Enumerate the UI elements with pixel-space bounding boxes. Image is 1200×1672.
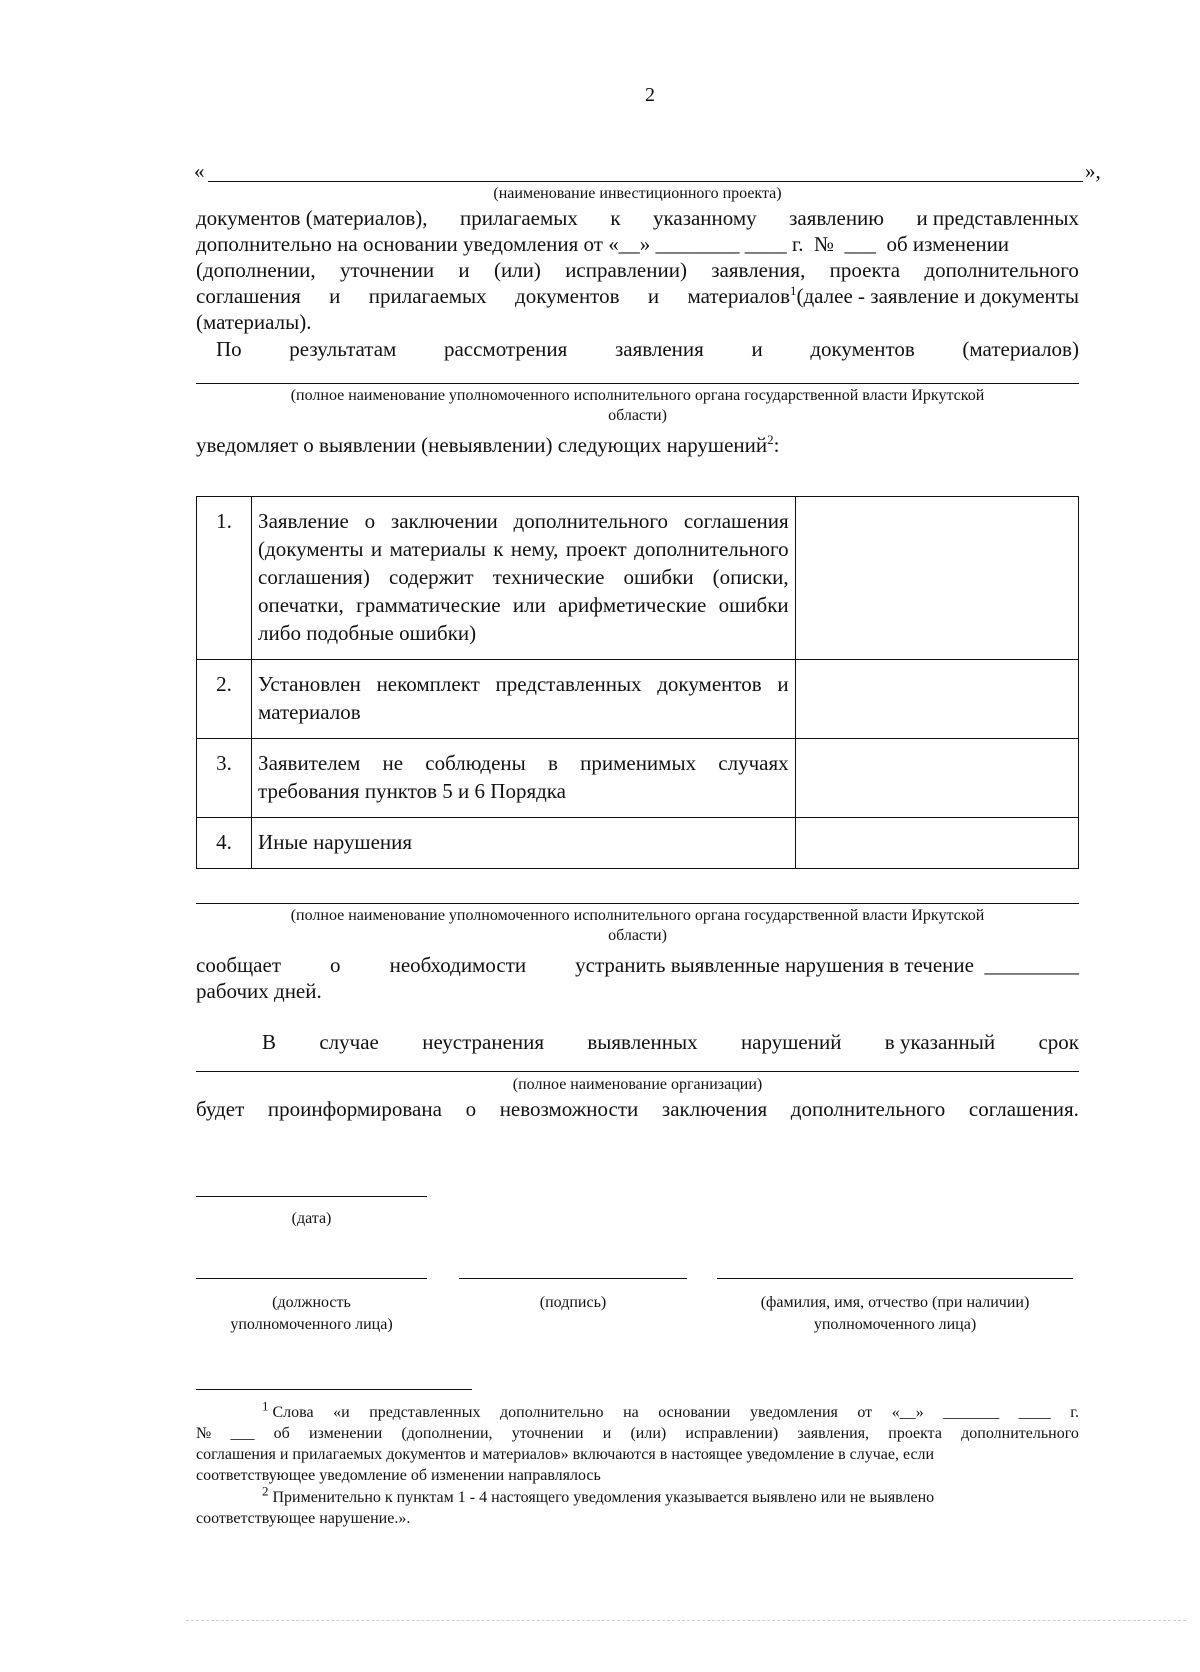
notifies-text: уведомляет о выявлении (невыявлении) следующих нарушений (196, 433, 768, 457)
authority-caption-2-line2: области) (608, 927, 667, 944)
word: в указанный (884, 1030, 996, 1054)
word: _______ (943, 1404, 1000, 1421)
row-number: 1. (197, 497, 252, 660)
word: устранить выявленные нарушения в течение _________ (575, 953, 1079, 977)
word: дополнительного (790, 1097, 946, 1121)
word: о (330, 953, 341, 977)
row-result-cell[interactable] (795, 660, 1078, 739)
date-underline (196, 1196, 427, 1197)
word-with-footnote (687, 283, 1079, 309)
word: соглашения (196, 284, 301, 308)
word: и (647, 284, 660, 308)
project-name-underline (208, 181, 1083, 182)
word: «__» (891, 1404, 924, 1421)
violations-table (196, 496, 1079, 869)
word: (или) (493, 258, 541, 282)
word: заявления, (797, 1425, 870, 1442)
fio-caption-line1: (фамилия, имя, отчество (при наличии) (760, 1294, 1030, 1311)
word: заключения (661, 1097, 768, 1121)
word: рассмотрения (443, 337, 568, 361)
table-row (197, 497, 1079, 660)
word: документов (материалов), (196, 206, 428, 230)
organization-underline (196, 1071, 1079, 1072)
notifies-line (196, 432, 779, 458)
authority-caption-1-line2: области) (608, 407, 667, 424)
word: исправлении) (685, 1425, 779, 1442)
word: По (216, 337, 242, 361)
word: невозможности (499, 1097, 639, 1121)
footnote2-text: Применительно к пунктам 1 - 4 настоящего уведомления указывается выявлено или не выявлено (272, 1489, 935, 1506)
word: срок (1038, 1030, 1079, 1054)
table-row (197, 818, 1079, 869)
case-line (262, 1029, 1079, 1055)
project-name-caption: (наименование инвестиционного проекта) (493, 185, 782, 202)
word: на (623, 1404, 639, 1421)
fio-caption-line2: уполномоченного лица) (813, 1316, 977, 1333)
word: заявления, (711, 258, 806, 282)
word: № (196, 1425, 212, 1442)
project-open-quote: « (194, 159, 205, 183)
reports-line (196, 952, 1079, 978)
footnote-mark-2: 2 (262, 1483, 269, 1499)
word: и (458, 258, 470, 282)
organization-caption: (полное наименование организации) (512, 1076, 763, 1093)
word: выявленных (587, 1030, 698, 1054)
word: (дополнении, (196, 258, 316, 282)
notifies-colon: : (773, 433, 780, 457)
informed-line (196, 1096, 1079, 1122)
word: (далее - заявление и документы (796, 284, 1079, 308)
word: ____ (1018, 1404, 1051, 1421)
word: о (465, 1097, 477, 1121)
page-number: 2 (645, 84, 655, 106)
word: и (751, 337, 763, 361)
footnote1-start (262, 1398, 314, 1423)
footnote2-line1 (262, 1483, 935, 1508)
word: дополнительно (500, 1404, 604, 1421)
footnote-mark-1: 1 (262, 1398, 269, 1414)
word: прилагаемых (368, 284, 487, 308)
word: Слова (272, 1404, 314, 1421)
authority-caption-2-line1: (полное наименование уполномоченного исполнительного органа государственной власти Иркутской (290, 907, 985, 924)
paragraph1-line5: (материалы). (196, 310, 312, 334)
table-row (197, 739, 1079, 818)
word: и (602, 1425, 612, 1442)
signature-underline (459, 1278, 687, 1279)
page-bottom-edge (186, 1620, 1186, 1621)
project-close-quote: », (1085, 159, 1101, 183)
row-number: 2. (197, 660, 252, 739)
footnote-ref-2: 2 (767, 432, 774, 447)
word: неустранения (422, 1030, 545, 1054)
table-row (197, 660, 1079, 739)
word: представленных (369, 1404, 481, 1421)
word: к (610, 206, 621, 230)
word: заявления (614, 337, 704, 361)
footnote1-line2 (196, 1423, 1079, 1444)
paragraph1-line2: дополнительно на основании уведомления от «__» ________ ____ г. № ___ об изменении (196, 232, 1010, 256)
fio-underline (717, 1278, 1073, 1279)
signature-caption: (подпись) (539, 1294, 607, 1311)
word: В (262, 1030, 277, 1054)
row-description: Заявителем не соблюдены в применимых случаях требования пунктов 5 и 6 Порядка (252, 739, 796, 818)
work-days: рабочих дней. (196, 979, 322, 1003)
word: документов (810, 337, 915, 361)
word: ___ (230, 1425, 255, 1442)
footnote1-line4: соответствующее уведомление об изменении направлялось (196, 1467, 601, 1484)
word: проинформирована (267, 1097, 442, 1121)
word: уточнении (511, 1425, 584, 1442)
row-description: Заявление о заключении дополнительного соглашения (документы и материалы к нему, проект дополнительного соглашения) содержит технические ошибки (описки, опечатки, грамматические или арифметические ошибки либо подобные ошибки) (252, 497, 796, 660)
row-description: Иные нарушения (252, 818, 796, 869)
word: и представленных (916, 206, 1079, 230)
word: случае (319, 1030, 379, 1054)
footnote-separator (196, 1389, 472, 1390)
word: проекта (829, 258, 901, 282)
word: указанному (652, 206, 757, 230)
word: дополнительного (961, 1425, 1079, 1442)
footnote1-line1 (262, 1398, 1079, 1423)
word: г. (1070, 1404, 1079, 1421)
footnote1-line3: соглашения и прилагаемых документов и материалов» включаются в настоящее уведомление в случае, если (196, 1446, 935, 1463)
paragraph1-line4 (196, 283, 1079, 309)
word: об (273, 1425, 290, 1442)
authority-underline-2 (196, 903, 1079, 904)
word: уведомления (749, 1404, 838, 1421)
paragraph1-line3 (196, 257, 1079, 283)
word: материалов (687, 284, 790, 308)
authority-underline-1 (196, 383, 1079, 384)
row-number: 3. (197, 739, 252, 818)
position-caption-line2: уполномоченного лица) (230, 1316, 393, 1333)
row-number: 4. (197, 818, 252, 869)
word: дополнительного (924, 258, 1079, 282)
word: изменении (308, 1425, 383, 1442)
word: и (329, 284, 341, 308)
word: результатам (289, 337, 397, 361)
word: будет (196, 1097, 245, 1121)
paragraph1-line1 (196, 205, 1079, 231)
word: нарушений (740, 1030, 842, 1054)
word: основании (658, 1404, 731, 1421)
paragraph2-line (216, 336, 1079, 362)
row-result-cell[interactable] (795, 818, 1078, 869)
position-caption-line1: (должность (272, 1294, 351, 1311)
word: от (857, 1404, 873, 1421)
word: (дополнении, (401, 1425, 493, 1442)
word: проекта (888, 1425, 942, 1442)
word: прилагаемых (459, 206, 578, 230)
word: необходимости (389, 953, 527, 977)
authority-caption-1-line1: (полное наименование уполномоченного исполнительного органа государственной власти Иркутской (290, 387, 985, 404)
word: соглашения. (968, 1097, 1079, 1121)
word: (материалов) (962, 337, 1079, 361)
word: «и (333, 1404, 350, 1421)
row-result-cell[interactable] (795, 497, 1078, 660)
date-caption: (дата) (291, 1210, 332, 1227)
word: документов (515, 284, 620, 308)
footnote2-line2: соответствующее нарушение.». (196, 1510, 411, 1527)
footnote-ref-1: 1 (790, 283, 797, 298)
position-underline (196, 1278, 427, 1279)
word: уточнении (339, 258, 435, 282)
row-result-cell[interactable] (795, 739, 1078, 818)
word: заявлению (789, 206, 884, 230)
word: сообщает (196, 953, 281, 977)
word: исправлении) (565, 258, 687, 282)
word: (или) (630, 1425, 667, 1442)
row-description: Установлен некомплект представленных документов и материалов (252, 660, 796, 739)
